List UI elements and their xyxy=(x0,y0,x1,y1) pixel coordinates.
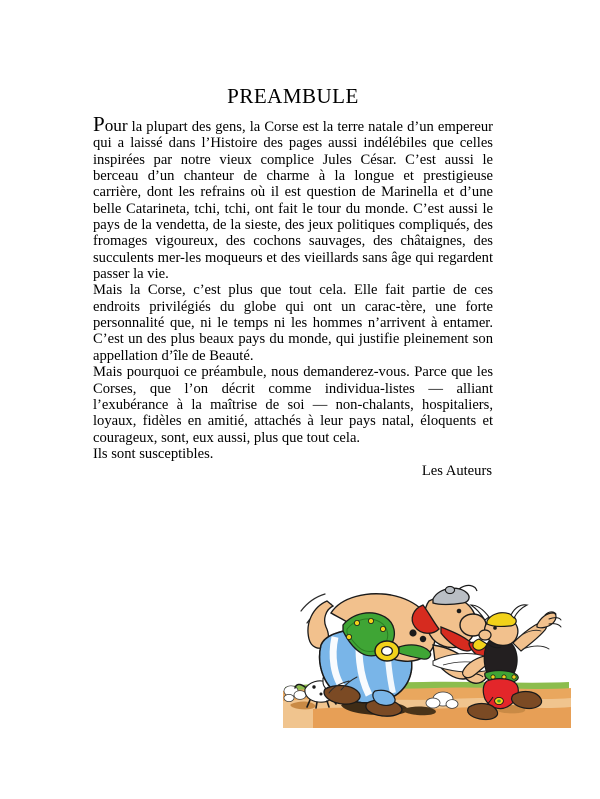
lead-in-word: our xyxy=(104,116,128,135)
text-column xyxy=(93,86,493,480)
paragraph-1 xyxy=(93,112,493,283)
signature: Les Auteurs xyxy=(421,463,492,480)
paragraph-1-body: la plupart des gens, la Corse est la terre natale d’un empereur qui a laissé dans l’Histoire des pages aussi indélébiles que celles inspirées par notre vieux complice Jules César. C’est aussi le berceau d’un chanteur de charme à la longue et prestigieuse carrière, dont les refrains où il est question de Marinella et d’une belle Catarineta, tchi, tchi, ont fait le tour du monde. C’est aussi le pays de la vendetta, de la sieste, des jeux politiques compliqués, des fromages vigoureux, des cochons sauvages, des châtaignes, des succulents mer-les moqueurs et des vieillards sans âge qui regardent passer la vie. xyxy=(93,119,493,283)
asterix-obelix-dogmatix-illustration xyxy=(283,583,571,728)
paragraph-3: Mais pourquoi ce préambule, nous demanderez-vous. Parce que les Corses, que l’on décrit comme individua-listes — alliant l’exubérance à la maîtrise de soi — non-chalants, hospitaliers, loyaux, fidèles en amitié, attachés à leur pays natal, éloquents et courageux, sont, eux aussi, plus que tout cela. xyxy=(93,364,493,446)
page-title: PREAMBULE xyxy=(227,84,359,108)
paragraph-2: Mais la Corse, c’est plus que tout cela. Elle fait partie de ces endroits privilégiés du globe qui ont un carac-tère, une forte personnalité que, ni le temps ni les hommes n’arrivent à entamer. C’est un des plus beaux pays du monde, qui justifie pleinement son appellation d’île de Beauté. xyxy=(93,282,493,364)
drop-cap: P xyxy=(93,112,105,136)
paragraph-4: Ils sont susceptibles. xyxy=(93,445,214,462)
